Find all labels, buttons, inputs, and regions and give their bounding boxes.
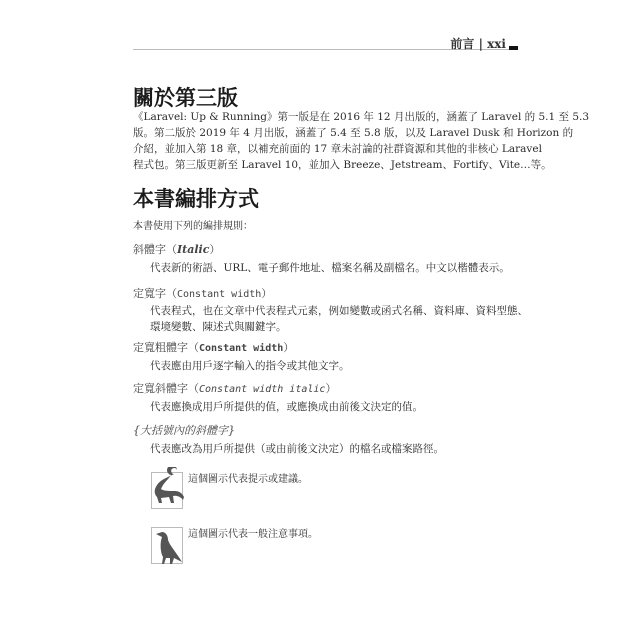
paragraph-line: 程式包。第三版更新至 Laravel 10，並加入 Breeze、Jetstream、Fortify、Vite…等。 — [133, 159, 552, 171]
convention-desc: 環境變數、陳述式與關鍵字。 — [150, 321, 287, 333]
third-edition-paragraph — [133, 109, 590, 173]
section-title-conventions: 本書編排方式 — [133, 187, 259, 211]
convention-desc: 代表應換成用戶所提供的值，或應換成由前後文決定的值。 — [150, 401, 423, 413]
convention-desc: 代表應改為用戶所提供（或由前後文決定）的檔名或檔案路徑。 — [150, 443, 444, 455]
convention-term-constant-width-italic: 定寬斜體字（Constant width italic） — [133, 382, 337, 395]
convention-term-constant-width: 定寬字（Constant width） — [133, 287, 273, 300]
convention-term-braces: {大括號內的斜體字} — [133, 424, 235, 437]
convention-desc: 代表程式，也在文章中代表程式元素，例如變數或函式名稱、資料庫、資料型態、 — [150, 305, 528, 317]
tip-note-text: 這個圖示代表提示或建議。 — [188, 474, 308, 485]
running-head: 前言 | xxi — [450, 37, 506, 51]
conventions-intro: 本書使用下列的編排規則： — [133, 221, 253, 232]
convention-desc: 代表應由用戶逐字輸入的指令或其他文字。 — [150, 360, 350, 372]
paragraph-line: 《Laravel: Up & Running》第一版是在 2016 年 12 月出版的，涵蓋了 Laravel 的 5.1 至 5.3 — [133, 111, 590, 123]
convention-term-italic: 斜體字（Italic） — [133, 243, 221, 256]
paragraph-line: 介紹，並加入第 18 章，以補充前面的 17 章未討論的社群資源和其他的非核心 Laravel — [133, 143, 542, 155]
paragraph-line: 版。第二版於 2019 年 4 月出版，涵蓋了 5.4 至 5.8 版，以及 Laravel Dusk 和 Horizon 的 — [133, 127, 574, 139]
convention-desc: 代表新的術語、URL、電子郵件地址、檔案名稱及副檔名。中文以楷體表示。 — [150, 262, 510, 274]
page-edge-mark — [509, 46, 518, 50]
general-note-bird-icon — [151, 527, 183, 564]
tip-lemur-icon — [151, 472, 183, 509]
section-title-third-edition: 關於第三版 — [133, 86, 238, 110]
convention-term-constant-width-bold: 定寬粗體字（Constant width） — [133, 341, 295, 354]
general-note-text: 這個圖示代表一般注意事項。 — [188, 529, 318, 540]
